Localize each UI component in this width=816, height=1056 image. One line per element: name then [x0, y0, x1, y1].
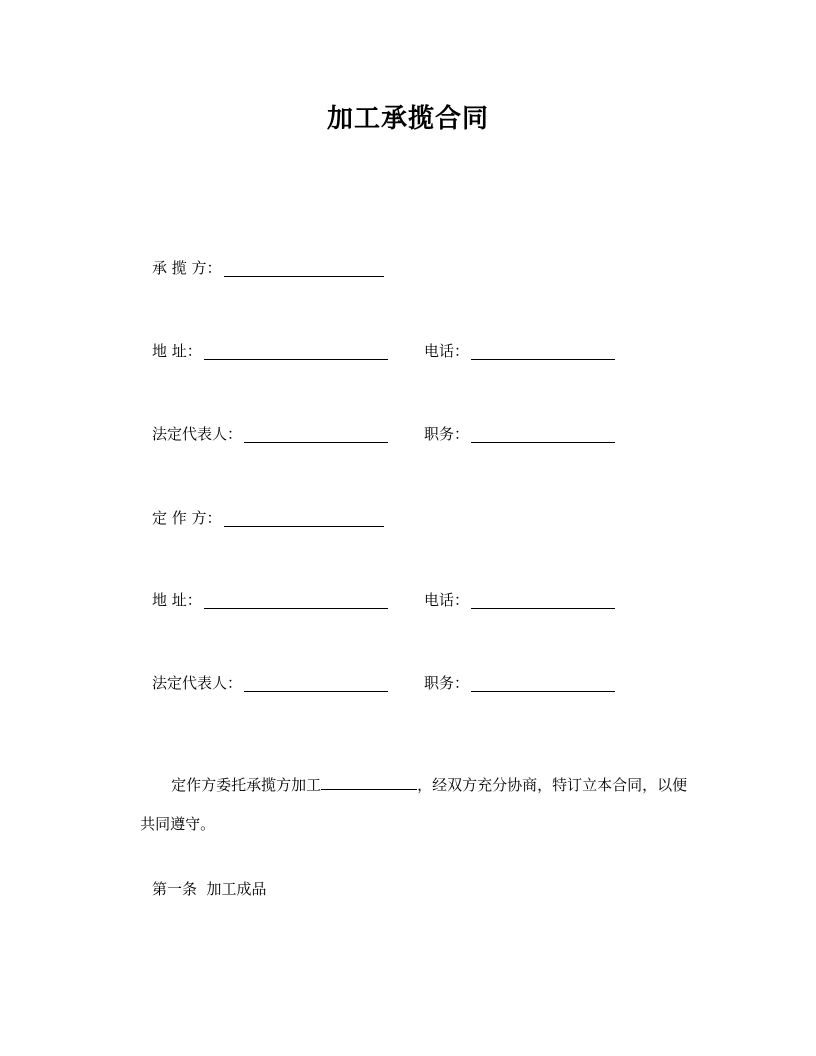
intro-text-before: 定作方委托承揽方加工	[171, 776, 322, 794]
contractor-address-label: 地 址：	[152, 342, 202, 360]
client-party-label: 定 作 方：	[152, 509, 222, 527]
client-position-label: 职务：	[424, 674, 470, 692]
intro-product-blank[interactable]	[321, 773, 417, 790]
contractor-party-row	[152, 255, 384, 277]
client-address-label: 地 址：	[152, 591, 202, 609]
contractor-position-label: 职务：	[424, 425, 470, 443]
client-phone-blank[interactable]	[471, 590, 615, 609]
client-party-blank[interactable]	[224, 508, 384, 527]
client-legal-rep-blank[interactable]	[244, 673, 388, 692]
article1-heading: 第一条 加工成品	[152, 880, 267, 898]
client-party-row	[152, 505, 384, 527]
client-position-row	[424, 670, 615, 692]
client-phone-label: 电话：	[424, 591, 470, 609]
client-position-blank[interactable]	[471, 673, 615, 692]
intro-text-after: ，经双方充分协商，特订立本合同，以便	[417, 776, 688, 794]
contractor-phone-row	[424, 338, 615, 360]
client-address-blank[interactable]	[204, 590, 388, 609]
document-title: 加工承揽合同	[326, 104, 489, 134]
intro-paragraph-line2	[121, 797, 215, 851]
contractor-party-blank[interactable]	[224, 258, 384, 277]
contractor-position-blank[interactable]	[471, 424, 615, 443]
contractor-phone-label: 电话：	[424, 342, 470, 360]
contractor-legal-rep-row	[152, 421, 388, 443]
contractor-address-row	[152, 338, 388, 360]
contractor-phone-blank[interactable]	[471, 341, 615, 360]
intro-paragraph-line1	[152, 755, 687, 812]
contractor-legal-rep-label: 法定代表人：	[152, 425, 243, 443]
contractor-position-row	[424, 421, 615, 443]
client-address-row	[152, 587, 388, 609]
client-phone-row	[424, 587, 615, 609]
contractor-party-label: 承 揽 方：	[152, 259, 222, 277]
contractor-legal-rep-blank[interactable]	[244, 424, 388, 443]
client-legal-rep-label: 法定代表人：	[152, 674, 243, 692]
intro-text-line2: 共同遵守。	[140, 815, 216, 833]
client-legal-rep-row	[152, 670, 388, 692]
contractor-address-blank[interactable]	[204, 341, 388, 360]
